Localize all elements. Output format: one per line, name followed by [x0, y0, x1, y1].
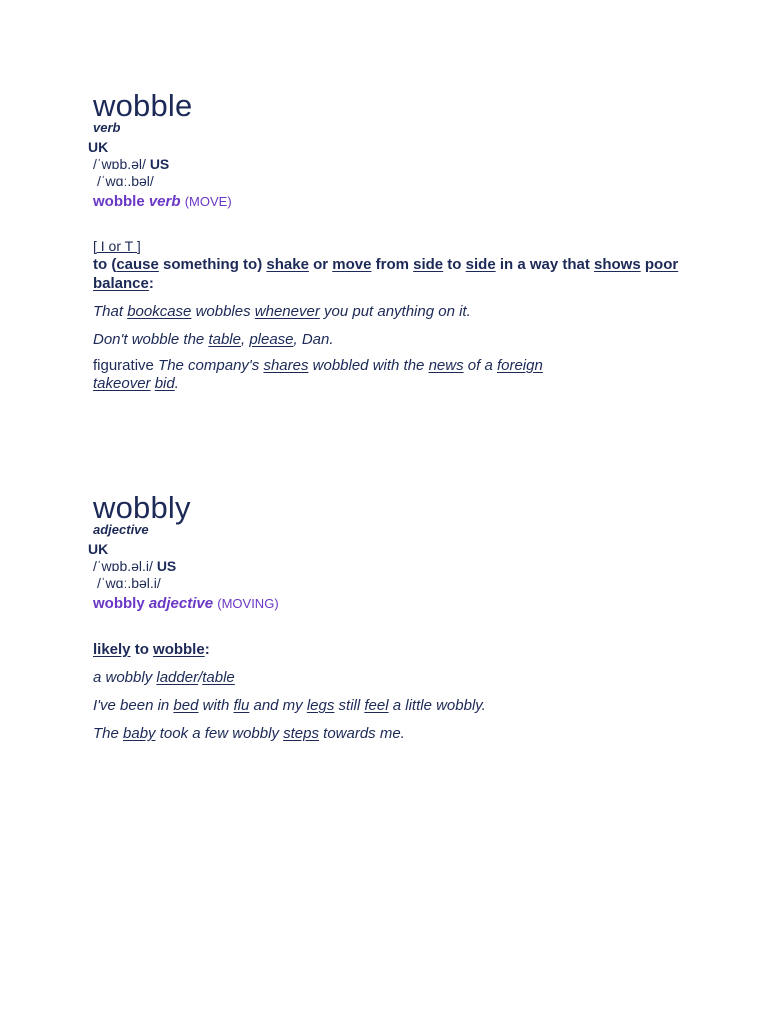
link-side-2[interactable]: side: [465, 256, 496, 273]
link-table[interactable]: table: [202, 669, 235, 686]
us-label: US: [149, 156, 170, 172]
headword: wobble: [93, 88, 193, 123]
example-sentence: Don't wobble the table, please, Dan.: [93, 331, 334, 348]
entry-wobbly: [88, 490, 693, 743]
example-sentence: a wobbly ladder/table: [93, 669, 235, 686]
link-cause[interactable]: cause: [116, 256, 159, 273]
us-pronunciation: /ˈwɑː.bəl/: [97, 173, 154, 189]
guide-word: [93, 594, 693, 613]
link-balance[interactable]: balance: [93, 275, 149, 292]
link-legs[interactable]: legs: [306, 697, 335, 714]
uk-label: UK: [88, 541, 109, 557]
pronunciation-line: [93, 156, 693, 173]
link-feel[interactable]: feel: [364, 697, 389, 714]
link-takeover[interactable]: takeover: [93, 375, 151, 392]
definition: to (cause something to) shake or move from side to side in a way that shows poor balance:: [93, 256, 679, 292]
entry-wobble: [88, 88, 693, 393]
uk-pronunciation: /ˈwɒb.əl/: [93, 156, 146, 172]
guide-headword: wobble: [93, 193, 145, 210]
link-news[interactable]: news: [428, 357, 464, 374]
link-wobble[interactable]: wobble: [153, 641, 205, 658]
us-pronunciation: /ˈwɑː.bəl.i/: [97, 575, 161, 591]
us-label: US: [156, 558, 177, 574]
guide-pos: verb: [148, 193, 181, 210]
part-of-speech: verb: [93, 120, 121, 135]
guide-sense: (MOVE): [184, 194, 232, 209]
example-sentence: figurative The company's shares wobbled with the news of a foreign takeover bid.: [93, 357, 543, 392]
register-label: figurative: [93, 357, 154, 374]
link-shows[interactable]: shows: [594, 256, 641, 273]
guide-headword: wobbly: [93, 595, 145, 612]
link-steps[interactable]: steps: [283, 725, 319, 742]
link-flu[interactable]: flu: [233, 697, 250, 714]
link-baby[interactable]: baby: [123, 725, 156, 742]
grammar-code: [ I or T ]: [93, 238, 141, 254]
example-sentence: The baby took a few wobbly steps towards me.: [93, 725, 405, 742]
example-sentence: That bookcase wobbles whenever you put anything on it.: [93, 303, 471, 320]
link-bookcase[interactable]: bookcase: [127, 303, 192, 320]
link-table[interactable]: table: [208, 331, 241, 348]
link-bid[interactable]: bid: [154, 375, 175, 392]
link-bed[interactable]: bed: [173, 697, 199, 714]
uk-pronunciation: /ˈwɒb.əl.i/: [93, 558, 153, 574]
uk-label: UK: [88, 139, 109, 155]
guide-pos: adjective: [148, 595, 214, 612]
link-side[interactable]: side: [413, 256, 444, 273]
part-of-speech: adjective: [93, 522, 149, 537]
link-ladder[interactable]: ladder: [156, 669, 199, 686]
example-sentence: I've been in bed with flu and my legs still feel a little wobbly.: [93, 697, 486, 714]
link-poor[interactable]: poor: [644, 256, 679, 273]
definition: likely to wobble:: [93, 641, 210, 658]
link-shares[interactable]: shares: [263, 357, 309, 374]
link-foreign[interactable]: foreign: [496, 357, 543, 374]
link-move[interactable]: move: [332, 256, 372, 273]
link-whenever[interactable]: whenever: [254, 303, 320, 320]
guide-sense: (MOVING): [217, 596, 279, 611]
pronunciation-line: [93, 558, 693, 575]
guide-word: [93, 192, 693, 211]
link-please[interactable]: please: [249, 331, 294, 348]
headword: wobbly: [93, 490, 191, 525]
link-shake[interactable]: shake: [266, 256, 309, 273]
link-likely[interactable]: likely: [93, 641, 131, 658]
